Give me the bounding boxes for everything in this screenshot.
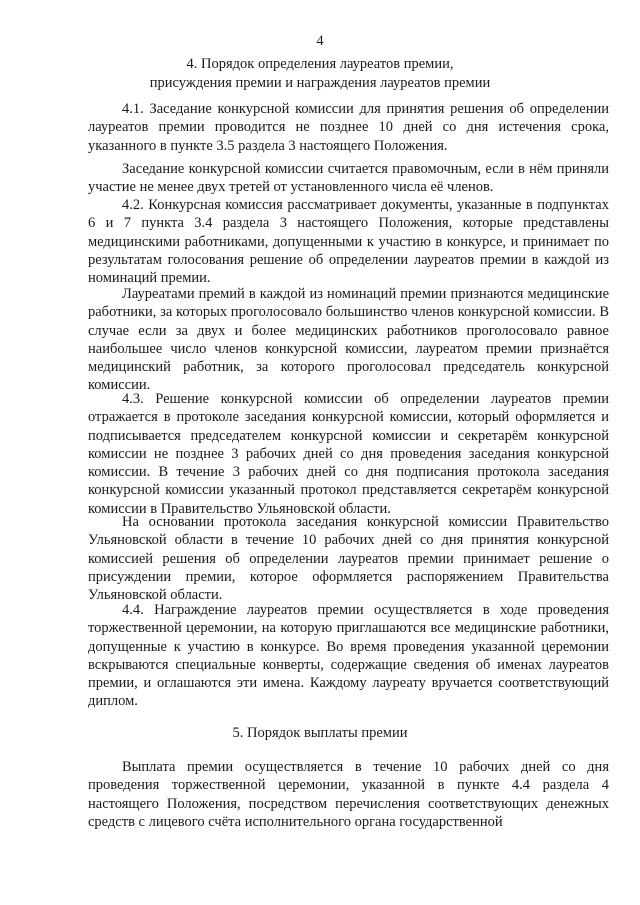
section-4-heading bbox=[0, 55, 640, 93]
paragraph-4-3: 4.3. Решение конкурсной комиссии об определении лауреатов премии отражается в протоколе заседания конкурсной комиссии, который оформляется и подписывается председателем конкурсной комиссии и секретарём конкурсной комиссии не позднее 3 рабочих дней со дня проведения заседания конкурсной комиссии. В течение 3 рабочих дней со дня подписания протокола заседания конкурсной комиссии указанный протокол представляется секретарём конкурсной комиссии в Правительство Ульяновской области. bbox=[88, 391, 609, 517]
paragraph-4-4: 4.4. Награждение лауреатов премии осуществляется в ходе проведения торжественной церемонии, на которую приглашаются все медицинские работники, допущенные к участию в конкурсе. Во время проведения указанной церемонии вскрываются специальные конверты, содержащие сведения об именах лауреатов премии, и оглашаются эти имена. Каждому лауреату вручается соответствующий диплом. bbox=[88, 602, 609, 710]
section-4-title-line-1: 4. Порядок определения лауреатов премии, bbox=[186, 56, 454, 72]
paragraph-4-3-government: На основании протокола заседания конкурсной комиссии Правительство Ульяновской области в течение 10 рабочих дней со дня принятия конкурсной комиссией решения об определении лауреатов премии принимает решение о присуждении премии, которое оформляется распоряжением Правительства Ульяновской области. bbox=[88, 514, 609, 604]
page-number: 4 bbox=[316, 33, 324, 49]
paragraph-5-payment: Выплата премии осуществляется в течение 10 рабочих дней со дня проведения торжественной церемонии, указанной в пункте 4.4 раздела 4 настоящего Положения, посредством перечисления соответствующих денежных средств с лицевого счёта исполнительного органа государственной bbox=[88, 759, 609, 830]
paragraph-4-2-laureates: Лауреатами премий в каждой из номинаций премии признаются медицинские работники, за которых проголосовало большинство членов конкурсной комиссии. В случае если за двух и более медицинских работников проголосовало равное наибольшее число членов конкурсной комиссии, лауреатом премии признаётся медицинский работник, за которого проголосовал председатель конкурсной комиссии. bbox=[88, 286, 609, 394]
paragraph-4-2: 4.2. Конкурсная комиссия рассматривает документы, указанные в подпунктах 6 и 7 пункта 3.4 раздела 3 настоящего Положения, которые представлены медицинскими работниками, допущенными к участию в конкурсе, и принимает по результатам голосования решение об определении лауреатов премии в каждой из номинаций премии. bbox=[88, 197, 609, 287]
paragraph-4-1-quorum: Заседание конкурсной комиссии считается правомочным, если в нём приняли участие не менее двух третей от установленного числа её членов. bbox=[88, 161, 609, 196]
paragraph-4-1: 4.1. Заседание конкурсной комиссии для принятия решения об определении лауреатов премии проводится не позднее 10 дней со дня истечения срока, указанного в пункте 3.5 раздела 3 настоящего Положения. bbox=[88, 101, 609, 154]
section-4-title-line-2: присуждения премии и награждения лауреатов премии bbox=[149, 75, 491, 91]
section-5-heading: 5. Порядок выплаты премии bbox=[232, 725, 408, 741]
